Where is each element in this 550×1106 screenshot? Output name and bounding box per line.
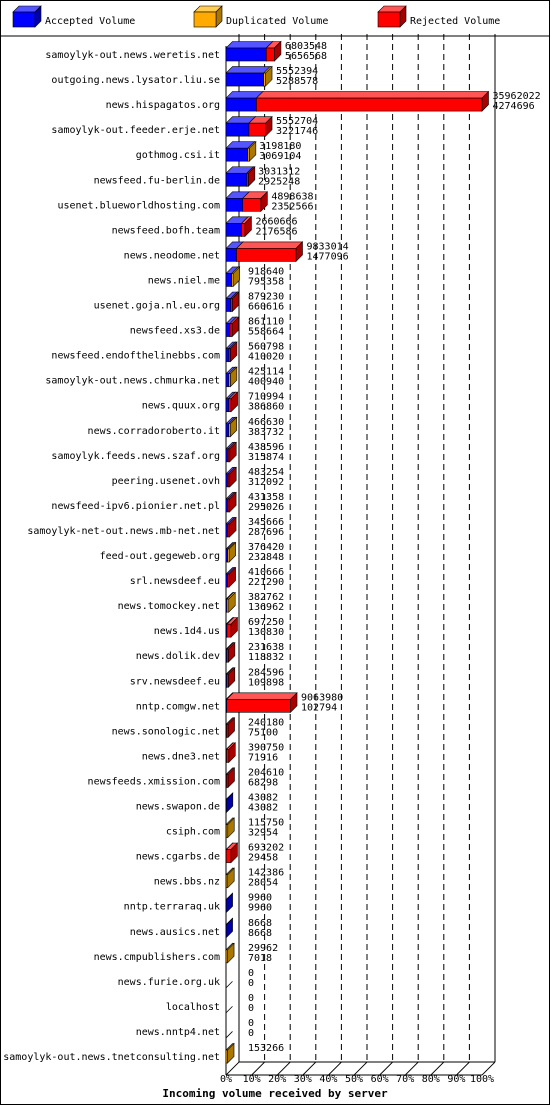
bar-rest-36-side <box>228 943 235 963</box>
value-total-5: 3031312 <box>258 166 300 177</box>
value-accepted-8: 1477096 <box>306 251 348 262</box>
value-total-7: 2660666 <box>255 216 297 227</box>
bar-accepted-4-front <box>226 148 248 161</box>
x-tick-6: 60% <box>371 1074 389 1085</box>
bar-rest-13-front <box>229 374 231 387</box>
server-label-39: news.nntp4.net <box>136 1027 220 1038</box>
server-label-0: samoylyk-out.news.weretis.net <box>45 50 220 61</box>
value-total-2: 35962022 <box>493 91 541 102</box>
value-total-13: 425114 <box>248 367 284 378</box>
bar-rest-31-side <box>228 818 235 838</box>
bar-row-19 <box>226 517 236 537</box>
bar-rest-15-front <box>229 424 231 437</box>
bar-rest-28 <box>227 743 236 763</box>
bar-empty-39 <box>226 1031 233 1038</box>
bar-rest-31-front <box>226 825 228 838</box>
value-total-40: 153266 <box>248 1043 284 1054</box>
bar-rest-2-top <box>256 92 488 99</box>
x-tick-0: 0% <box>220 1074 232 1085</box>
bar-row-20 <box>226 543 236 563</box>
chart-svg <box>1 1 550 1106</box>
value-total-37: 0 <box>248 968 254 979</box>
server-label-36: news.cmpublishers.com <box>94 952 220 963</box>
bar-rest-3 <box>249 117 272 136</box>
bar-row-15 <box>226 417 237 437</box>
value-total-28: 390750 <box>248 742 284 753</box>
value-accepted-37: 0 <box>248 978 254 989</box>
value-total-20: 376420 <box>248 542 284 553</box>
value-total-6: 4898638 <box>271 191 313 202</box>
bar-rest-20 <box>228 543 236 563</box>
bar-accepted-0-top <box>226 42 273 49</box>
bar-rest-27-side <box>228 718 235 738</box>
bar-rest-26-front <box>227 699 291 712</box>
bar-accepted-30-side <box>226 793 233 813</box>
bar-accepted-34 <box>226 893 233 913</box>
server-label-40: samoylyk-out.news.tnetconsulting.net <box>3 1052 220 1063</box>
value-accepted-0: 5656568 <box>285 51 327 62</box>
value-accepted-3: 3221746 <box>276 126 318 137</box>
value-accepted-21: 221290 <box>248 577 284 588</box>
value-accepted-36: 7018 <box>248 953 272 964</box>
bar-row-38 <box>226 1006 233 1013</box>
bar-row-14 <box>226 392 238 412</box>
bar-rest-23-front <box>227 624 231 637</box>
bar-rest-29-side <box>228 768 235 788</box>
bar-rest-31 <box>226 818 234 838</box>
bar-rest-36-front <box>226 950 228 963</box>
bar-rest-18-front <box>228 499 230 512</box>
x-tick-10: 100% <box>470 1074 494 1085</box>
server-label-38: localhost <box>166 1002 220 1013</box>
bar-row-22 <box>226 593 235 613</box>
bar-row-13 <box>226 367 237 387</box>
server-label-15: news.corradoroberto.it <box>88 426 220 437</box>
bar-accepted-12-front <box>226 349 229 362</box>
value-accepted-1: 5288578 <box>276 76 318 87</box>
bar-empty-38 <box>226 1006 233 1013</box>
value-total-31: 115750 <box>248 818 284 829</box>
bar-row-30 <box>226 793 233 813</box>
bar-rest-25-front <box>227 674 229 687</box>
server-label-4: gothmog.csi.it <box>136 150 220 161</box>
server-label-27: news.sonologic.net <box>112 726 220 737</box>
value-total-18: 431358 <box>248 492 284 503</box>
value-total-29: 204610 <box>248 767 284 778</box>
value-accepted-15: 383732 <box>248 427 284 438</box>
bar-accepted-11-front <box>226 324 230 337</box>
x-tick-7: 70% <box>396 1074 414 1085</box>
bar-rest-16-front <box>228 449 230 462</box>
bar-rest-29-front <box>226 774 228 787</box>
value-accepted-9: 795358 <box>248 276 284 287</box>
value-total-36: 29962 <box>248 943 278 954</box>
value-total-24: 231638 <box>248 642 284 653</box>
bar-row-1 <box>226 67 272 87</box>
value-accepted-14: 386860 <box>248 402 284 413</box>
server-label-21: srl.newsdeef.eu <box>130 576 220 587</box>
server-label-1: outgoing.news.lysator.liu.se <box>51 75 220 86</box>
server-label-33: news.bbs.nz <box>154 877 220 888</box>
bar-rest-3-front <box>249 123 266 136</box>
bar-rest-28-front <box>227 749 229 762</box>
bar-row-29 <box>226 768 234 788</box>
bar-rest-22-front <box>227 599 229 612</box>
bar-row-12 <box>226 342 237 362</box>
server-label-8: news.neodome.net <box>124 250 220 261</box>
bar-accepted-17-front <box>226 474 228 487</box>
bar-row-5 <box>226 167 255 187</box>
server-label-24: news.dolik.dev <box>136 651 220 662</box>
value-accepted-20: 232848 <box>248 552 284 563</box>
value-total-16: 438596 <box>248 442 284 453</box>
bar-rest-10-front <box>231 299 233 312</box>
bar-row-21 <box>226 568 236 588</box>
value-accepted-17: 312092 <box>248 477 284 488</box>
bar-rest-27-front <box>227 724 229 737</box>
bar-row-27 <box>226 718 235 738</box>
value-accepted-7: 2176586 <box>255 226 297 237</box>
bar-rest-9-front <box>232 273 234 286</box>
bar-rest-1-front <box>264 73 266 86</box>
bar-rest-8 <box>237 242 303 262</box>
server-label-9: news.niel.me <box>148 275 220 286</box>
bar-row-31 <box>226 818 234 838</box>
x-tick-5: 50% <box>345 1074 363 1085</box>
legend <box>13 6 500 27</box>
bar-row-34 <box>226 893 233 913</box>
legend-label-1: Duplicated Volume <box>226 16 328 27</box>
server-label-30: news.swapon.de <box>136 802 220 813</box>
x-tick-4: 40% <box>319 1074 337 1085</box>
x-axis-title: Incoming volume received by server <box>162 1087 388 1100</box>
bar-rest-23 <box>227 618 238 638</box>
bar-rest-40-side <box>228 1044 235 1064</box>
value-accepted-16: 315874 <box>248 452 284 463</box>
value-accepted-11: 558664 <box>248 327 284 338</box>
bar-row-35 <box>226 918 233 938</box>
bar-row-33 <box>226 868 234 888</box>
server-label-31: csiph.com <box>166 827 220 838</box>
bar-row-16 <box>226 442 236 462</box>
bar-rest-11-front <box>230 324 232 337</box>
server-label-35: news.ausics.net <box>130 927 220 938</box>
value-accepted-12: 410020 <box>248 352 284 363</box>
bar-rest-17-front <box>228 474 230 487</box>
bar-accepted-5-front <box>226 173 247 186</box>
value-accepted-31: 32954 <box>248 828 278 839</box>
value-accepted-33: 28054 <box>248 878 278 889</box>
x-tick-3: 30% <box>294 1074 312 1085</box>
value-accepted-6: 2352566 <box>271 201 313 212</box>
server-label-2: news.hispagatos.org <box>106 100 220 111</box>
bar-rest-19-front <box>228 524 230 537</box>
bar-row-32 <box>226 843 237 863</box>
bar-row-18 <box>226 492 236 512</box>
bar-accepted-19-front <box>226 524 228 537</box>
bar-rest-12-front <box>229 349 231 362</box>
bar-rest-22 <box>227 593 235 613</box>
bar-rest-26-top <box>227 693 297 700</box>
server-label-25: srv.newsdeef.eu <box>130 676 220 687</box>
bar-rest-32-front <box>226 850 231 863</box>
value-total-38: 0 <box>248 993 254 1004</box>
value-total-32: 693202 <box>248 843 284 854</box>
bar-rest-6-front <box>243 198 261 211</box>
bar-rest-33-front <box>226 875 228 888</box>
bar-accepted-0 <box>226 42 273 62</box>
value-total-9: 918640 <box>248 266 284 277</box>
legend-swatch-0-front <box>13 12 35 27</box>
value-total-15: 466630 <box>248 417 284 428</box>
bar-row-28 <box>226 743 235 763</box>
server-label-7: newsfeed.bofh.team <box>112 225 220 236</box>
bar-rest-24 <box>227 643 235 663</box>
bar-rest-4-front <box>248 148 250 161</box>
value-accepted-35: 8668 <box>248 928 272 939</box>
server-label-12: newsfeed.endofthelinebbs.com <box>51 351 220 362</box>
legend-swatch-2-front <box>378 12 400 27</box>
value-accepted-39: 0 <box>248 1028 254 1039</box>
server-label-13: samoylyk-out.news.chmurka.net <box>45 376 220 387</box>
server-label-11: newsfeed.xs3.de <box>130 326 220 337</box>
bar-accepted-1-top <box>226 67 270 74</box>
value-accepted-13: 400940 <box>248 377 284 388</box>
value-total-25: 284596 <box>248 667 284 678</box>
value-total-12: 560798 <box>248 342 284 353</box>
server-label-34: nntp.terraraq.uk <box>124 902 220 913</box>
value-total-4: 3198180 <box>259 141 301 152</box>
value-accepted-26: 102794 <box>301 702 337 713</box>
bar-rest-20-front <box>228 549 230 562</box>
server-label-23: news.1d4.us <box>154 626 220 637</box>
server-label-37: news.furie.org.uk <box>118 977 220 988</box>
bar-accepted-30 <box>226 793 233 813</box>
bar-accepted-15-front <box>226 424 229 437</box>
bar-row-8 <box>226 242 302 262</box>
bar-accepted-35-side <box>226 918 233 938</box>
bar-rest-24-front <box>227 649 229 662</box>
server-label-18: newsfeed-ipv6.pionier.net.pl <box>51 501 220 512</box>
bar-accepted-34-side <box>226 893 233 913</box>
value-total-30: 43082 <box>248 793 278 804</box>
bar-row-17 <box>226 467 236 487</box>
value-total-27: 240180 <box>248 717 284 728</box>
bar-accepted-2-front <box>226 98 256 111</box>
server-label-19: samoylyk-net-out.news.mb-net.net <box>27 526 220 537</box>
value-total-33: 142386 <box>248 868 284 879</box>
value-total-3: 5552704 <box>276 116 318 127</box>
bar-row-3 <box>226 117 272 136</box>
bar-accepted-6-front <box>226 198 243 211</box>
server-label-14: news.quux.org <box>142 401 220 412</box>
bar-accepted-18-front <box>226 499 228 512</box>
server-label-20: feed-out.gegeweb.org <box>100 551 220 562</box>
bar-rest-33 <box>226 868 234 888</box>
bar-row-6 <box>226 192 267 212</box>
bar-rest-21 <box>228 568 236 588</box>
value-accepted-30: 43082 <box>248 803 278 814</box>
value-accepted-22: 136962 <box>248 602 284 613</box>
labels <box>3 41 540 1063</box>
bar-row-9 <box>226 267 240 287</box>
bar-rest-5-front <box>247 173 249 186</box>
bar-accepted-8-front <box>226 248 237 261</box>
bar-rest-40 <box>226 1044 234 1064</box>
bar-row-24 <box>226 643 235 663</box>
bar-accepted-1-front <box>226 73 264 86</box>
bar-row-23 <box>226 618 237 638</box>
value-accepted-29: 68298 <box>248 777 278 788</box>
value-total-1: 5552394 <box>276 66 318 77</box>
bar-row-37 <box>226 981 233 988</box>
bar-accepted-16-front <box>226 449 228 462</box>
value-total-34: 9960 <box>248 893 272 904</box>
bar-rest-32 <box>226 843 237 863</box>
bar-rest-36 <box>226 943 234 963</box>
legend-label-0: Accepted Volume <box>45 16 135 27</box>
value-total-26: 9063980 <box>301 692 343 703</box>
value-total-14: 710994 <box>248 392 284 403</box>
value-accepted-2: 4274696 <box>493 101 535 112</box>
server-label-22: news.tomockey.net <box>118 601 220 612</box>
value-accepted-23: 130830 <box>248 627 284 638</box>
bar-rest-7-front <box>241 223 244 236</box>
x-axis <box>220 1074 494 1085</box>
bar-rest-21-front <box>228 574 230 587</box>
bar-rest-29 <box>226 768 234 788</box>
bar-rest-2 <box>256 92 488 112</box>
bar-rest-2-front <box>256 98 482 111</box>
bar-row-26 <box>226 693 297 713</box>
value-total-39: 0 <box>248 1018 254 1029</box>
value-total-11: 861110 <box>248 317 284 328</box>
value-accepted-18: 295026 <box>248 502 284 513</box>
x-tick-8: 80% <box>422 1074 440 1085</box>
bar-accepted-35 <box>226 918 233 938</box>
server-label-3: samoylyk-out.feeder.erje.net <box>51 125 220 136</box>
bar-row-11 <box>226 317 239 337</box>
bar-empty-37 <box>226 981 233 988</box>
server-label-10: usenet.goja.nl.eu.org <box>94 301 220 312</box>
value-total-21: 410666 <box>248 567 284 578</box>
value-total-35: 8668 <box>248 918 272 929</box>
legend-swatch-1 <box>194 6 222 27</box>
value-total-17: 483254 <box>248 467 284 478</box>
bar-accepted-13-front <box>226 374 229 387</box>
value-accepted-32: 29458 <box>248 853 278 864</box>
x-tick-9: 90% <box>447 1074 465 1085</box>
bar-rest-26 <box>227 693 297 713</box>
value-total-10: 879230 <box>248 292 284 303</box>
bar-rest-8-top <box>237 242 303 249</box>
bar-row-0 <box>226 42 281 62</box>
legend-label-2: Rejected Volume <box>410 16 500 27</box>
legend-swatch-1-front <box>194 12 216 27</box>
value-accepted-4: 3069104 <box>259 151 301 162</box>
bar-rest-6 <box>243 192 268 212</box>
value-accepted-38: 0 <box>248 1003 254 1014</box>
value-accepted-10: 660616 <box>248 302 284 313</box>
x-tick-2: 20% <box>268 1074 286 1085</box>
bar-rest-40-front <box>226 1050 228 1063</box>
value-total-0: 6803548 <box>285 41 327 52</box>
bar-rest-8-front <box>237 248 296 261</box>
bar-row-4 <box>226 142 256 162</box>
value-accepted-24: 118832 <box>248 652 284 663</box>
server-label-17: peering.usenet.ovh <box>112 476 220 487</box>
bar-row-40 <box>226 1044 234 1064</box>
server-label-32: news.cgarbs.de <box>136 852 220 863</box>
value-accepted-19: 287696 <box>248 527 284 538</box>
server-label-16: samoylyk.feeds.news.szaf.org <box>51 451 220 462</box>
bar-rest-27 <box>227 718 235 738</box>
value-total-19: 345666 <box>248 517 284 528</box>
value-total-23: 697250 <box>248 617 284 628</box>
bar-rest-33-side <box>228 868 235 888</box>
bar-accepted-0-front <box>226 48 266 61</box>
server-label-6: usenet.blueworldhosting.com <box>57 200 220 211</box>
value-total-8: 9833014 <box>306 241 348 252</box>
bar-accepted-7-front <box>226 223 241 236</box>
value-accepted-5: 2925248 <box>258 176 300 187</box>
bar-row-7 <box>226 217 251 237</box>
server-label-5: newsfeed.fu-berlin.de <box>94 175 220 186</box>
bar-accepted-9-front <box>226 273 232 286</box>
bar-rest-14-front <box>229 399 231 412</box>
server-label-28: news.dne3.net <box>142 751 220 762</box>
bar-accepted-10-front <box>226 299 231 312</box>
value-accepted-28: 71916 <box>248 752 278 763</box>
legend-swatch-2 <box>378 6 406 27</box>
bar-row-25 <box>226 668 235 688</box>
value-accepted-34: 9960 <box>248 903 272 914</box>
value-total-22: 382762 <box>248 592 284 603</box>
bar-accepted-14-front <box>226 399 229 412</box>
server-label-26: nntp.comgw.net <box>136 701 220 712</box>
value-accepted-27: 75100 <box>248 727 278 738</box>
bar-row-36 <box>226 943 234 963</box>
legend-swatch-0 <box>13 6 41 27</box>
bar-row-2 <box>226 92 489 112</box>
server-label-29: newsfeeds.xmission.com <box>88 776 220 787</box>
bar-row-10 <box>226 292 239 312</box>
bar-accepted-3-front <box>226 123 249 136</box>
bar-rest-0-front <box>266 48 274 61</box>
bar-rest-25 <box>227 668 235 688</box>
x-tick-1: 10% <box>243 1074 261 1085</box>
bar-row-39 <box>226 1031 233 1038</box>
value-accepted-25: 109898 <box>248 677 284 688</box>
